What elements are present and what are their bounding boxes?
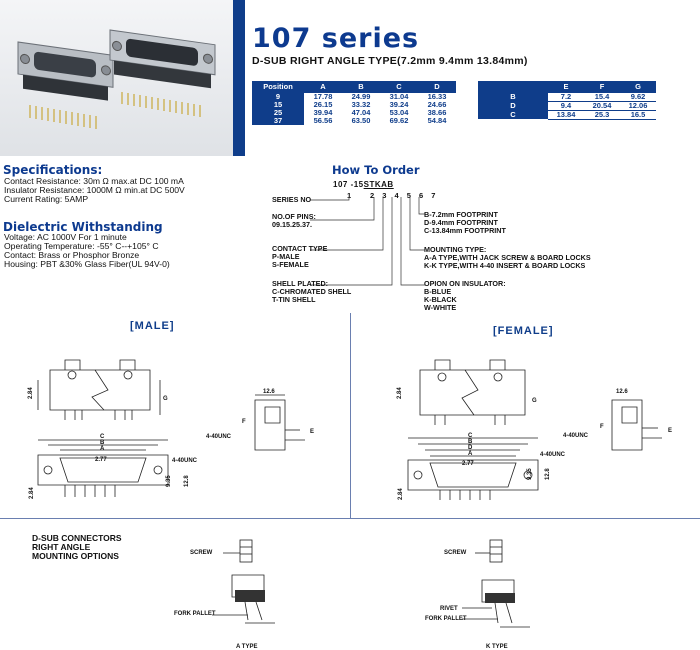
svg-text:4-40UNC: 4-40UNC (206, 434, 232, 440)
svg-text:A: A (100, 446, 105, 452)
order-fp-c: C-13.84mm FOOTPRINT (424, 226, 506, 235)
svg-text:F: F (600, 424, 604, 430)
a-screw-label: SCREW (190, 550, 213, 556)
svg-text:4-40UNC: 4-40UNC (172, 458, 198, 464)
order-pins-label: NO.OF PINS: (272, 212, 316, 221)
th-e: E (548, 81, 584, 92)
svg-text:4-40UNC: 4-40UNC (563, 433, 589, 439)
order-contact-p: P-MALE (272, 252, 300, 261)
svg-text:2.84: 2.84 (28, 387, 34, 399)
male-heading: [MALE] (130, 320, 175, 332)
spec-line: Contact: Brass or Phosphor Bronze (4, 250, 140, 260)
order-opt-k: K-BLACK (424, 295, 457, 304)
table-row: 9 17.78 24.99 31.04 16.33 (252, 92, 456, 101)
svg-text:D: D (468, 445, 473, 451)
order-mount-a: A-A TYPE,WITH JACK SCREW & BOARD LOCKS (424, 253, 591, 262)
header-accent-bar (233, 0, 245, 156)
spec-line: Voltage: AC 1000V For 1 minute (4, 232, 127, 242)
th-b: B (342, 81, 380, 92)
order-opt-label: OPION ON INSULATOR: (424, 279, 506, 288)
th-c: C (380, 81, 418, 92)
connectors-illustration (0, 0, 233, 156)
table-row: 15 26.15 33.32 39.24 24.66 (252, 101, 456, 109)
th-g: G (620, 81, 656, 92)
table-row: B 7.2 15.4 9.62 (478, 92, 656, 101)
order-digits: 2 3 4 5 6 7 (370, 191, 439, 200)
svg-text:2.77: 2.77 (95, 457, 107, 463)
svg-text:G: G (532, 398, 537, 404)
svg-text:2.77: 2.77 (462, 461, 474, 467)
dim-g: G (163, 396, 168, 402)
a-fork-label: FORK PALLET (174, 611, 216, 617)
order-fp-d: D-9.4mm FOOTPRINT (424, 218, 498, 227)
mounting-title: D-SUB CONNECTORS RIGHT ANGLE MOUNTING OPTIONS (32, 533, 122, 561)
order-mount-k: K-K TYPE,WITH 4-40 INSERT & BOARD LOCKS (424, 261, 586, 270)
order-shell-t: T-TIN SHELL (272, 295, 316, 304)
order-fp-b: B-7.2mm FOOTPRINT (424, 210, 498, 219)
svg-text:12.6: 12.6 (616, 389, 628, 395)
svg-text:4-40UNC: 4-40UNC (540, 452, 566, 458)
series-title: 107 series (252, 23, 420, 54)
th-a: A (304, 81, 342, 92)
svg-text:2.84: 2.84 (398, 488, 404, 500)
svg-text:12.6: 12.6 (263, 389, 275, 395)
svg-text:E: E (310, 429, 315, 435)
spec-line: Operating Temperature: -55° C--+105° C (4, 241, 159, 251)
order-pins-values: 09.15.25.37. (272, 220, 312, 229)
table-row: C 13.84 25.3 16.5 (478, 110, 656, 119)
th-f: F (584, 81, 620, 92)
th-position: Position (252, 81, 304, 92)
table-row: D 9.4 20.54 12.06 (478, 101, 656, 110)
svg-text:A: A (468, 451, 473, 457)
specifications-heading: Specifications: (3, 163, 103, 177)
spec-line: Current Rating: 5AMP (4, 194, 89, 204)
table-row: 37 56.56 63.50 69.62 54.84 (252, 117, 456, 125)
order-series-no: SERIES NO (272, 195, 312, 204)
dielectric-heading: Dielectric Withstanding (3, 220, 163, 234)
positions-table (252, 81, 456, 125)
a-type-label: A TYPE (236, 644, 258, 650)
order-shell-label: SHELL PLATED: (272, 279, 329, 288)
svg-text:9.35: 9.35 (527, 468, 533, 480)
svg-text:12.8: 12.8 (184, 475, 190, 487)
k-rivet-label: RIVET (440, 606, 458, 612)
k-type-label: K TYPE (486, 644, 508, 650)
section-divider (350, 313, 351, 518)
product-photo (0, 0, 233, 156)
svg-text:2.84: 2.84 (397, 387, 403, 399)
types-table (478, 81, 656, 120)
how-to-order-heading: How To Order (332, 163, 420, 177)
order-contact-label: CONTACT TYPE (272, 244, 328, 253)
order-opt-b: B-BLUE (424, 287, 452, 296)
order-contact-s: S-FEMALE (272, 260, 309, 269)
th-d: D (418, 81, 456, 92)
th-type (478, 81, 548, 92)
svg-text:9.35: 9.35 (166, 475, 172, 487)
male-drawing (20, 345, 340, 515)
svg-text:B: B (468, 439, 473, 445)
order-digit-1: 1 (347, 191, 352, 200)
order-opt-w: W-WHITE (424, 303, 457, 312)
spec-line: Housing: PBT &30% Glass Fiber(UL 94V-0) (4, 259, 170, 269)
spec-line: Insulator Resistance: 1000M Ω min.at DC 500V (4, 185, 185, 195)
series-subtitle: D-SUB RIGHT ANGLE TYPE(7.2mm 9.4mm 13.84mm) (252, 55, 528, 67)
svg-text:E: E (668, 428, 673, 434)
svg-text:C: C (468, 433, 473, 439)
k-screw-label: SCREW (444, 550, 467, 556)
svg-text:C: C (100, 434, 105, 440)
svg-text:B: B (100, 440, 105, 446)
table-row: 25 39.94 47.04 53.04 38.66 (252, 109, 456, 117)
order-mount-label: MOUNTING TYPE: (424, 245, 487, 254)
svg-text:F: F (242, 419, 246, 425)
order-shell-c: C-CHROMATED SHELL (272, 287, 352, 296)
spec-line: Contact Resistance: 30m Ω max.at DC 100 mA (4, 176, 184, 186)
mounting-divider (0, 518, 700, 519)
female-heading: [FEMALE] (493, 325, 554, 337)
part-number: 107 -15STKAB (333, 180, 394, 189)
svg-text:2.84: 2.84 (29, 487, 35, 499)
female-drawing (380, 350, 695, 515)
svg-text:12.8: 12.8 (545, 468, 551, 480)
k-fork-label: FORK PALLET (425, 616, 467, 622)
